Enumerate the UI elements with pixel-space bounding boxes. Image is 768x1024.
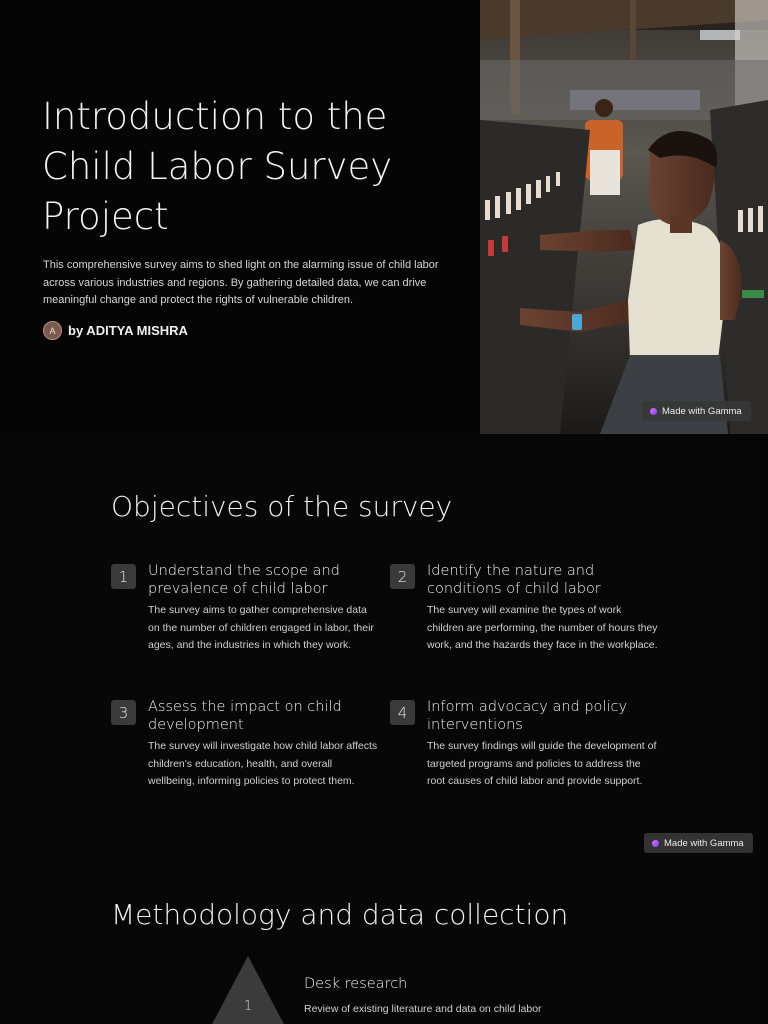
author-line [43,321,188,340]
objective-number: 2 [390,564,415,589]
step-text: Review of existing literature and data on child labor [304,1003,542,1015]
objective-text: The survey will examine the types of work children are performing, the number of hours they work, and the hazards they face in the workplace. [427,604,658,651]
objective-title: Identify the nature and conditions of child labor [427,563,601,597]
methodology-title: Methodology and data collection [111,898,569,931]
intro-slide [0,0,768,434]
factory-photo [480,0,768,434]
objective-number: 1 [111,564,136,589]
badge-label: Made with Gamma [662,405,742,417]
methodology-slide [0,864,768,1024]
objective-text: The survey aims to gather comprehensive data on the number of children engaged in labor, their ages, and the industries in which they work. [148,604,374,651]
gamma-logo-icon [650,408,657,415]
factory-photo-illustration [480,0,768,434]
objective-number: 3 [111,700,136,725]
objective-title: Inform advocacy and policy interventions [427,699,628,733]
intro-description: This comprehensive survey aims to shed light on the alarming issue of child labor across various industries and regions. By gathering detailed data, we can drive meaningful change and protect the rights of vulnerable children. [43,259,439,306]
step-number: 1 [243,999,253,1014]
gamma-logo-icon [652,840,659,847]
step-title: Desk research [304,976,408,992]
badge-label: Made with Gamma [664,837,744,849]
intro-title: Introduction to the Child Labor Survey Project [42,95,393,238]
objective-title: Understand the scope and prevalence of child labor [148,563,340,597]
author-avatar: A [43,321,62,340]
author-name: by ADITYA MISHRA [68,323,188,338]
objective-text: The survey will investigate how child labor affects children's education, health, and overall wellbeing, informing policies to protect them. [148,740,378,787]
objectives-slide [0,434,768,864]
objectives-title: Objectives of the survey [111,490,453,523]
made-with-gamma-badge[interactable] [644,833,753,853]
made-with-gamma-badge[interactable] [642,401,751,421]
objective-number: 4 [390,700,415,725]
objective-text: The survey findings will guide the development of targeted programs and policies to address the root causes of child labor and provide support. [427,740,657,787]
objective-title: Assess the impact on child development [148,699,342,733]
